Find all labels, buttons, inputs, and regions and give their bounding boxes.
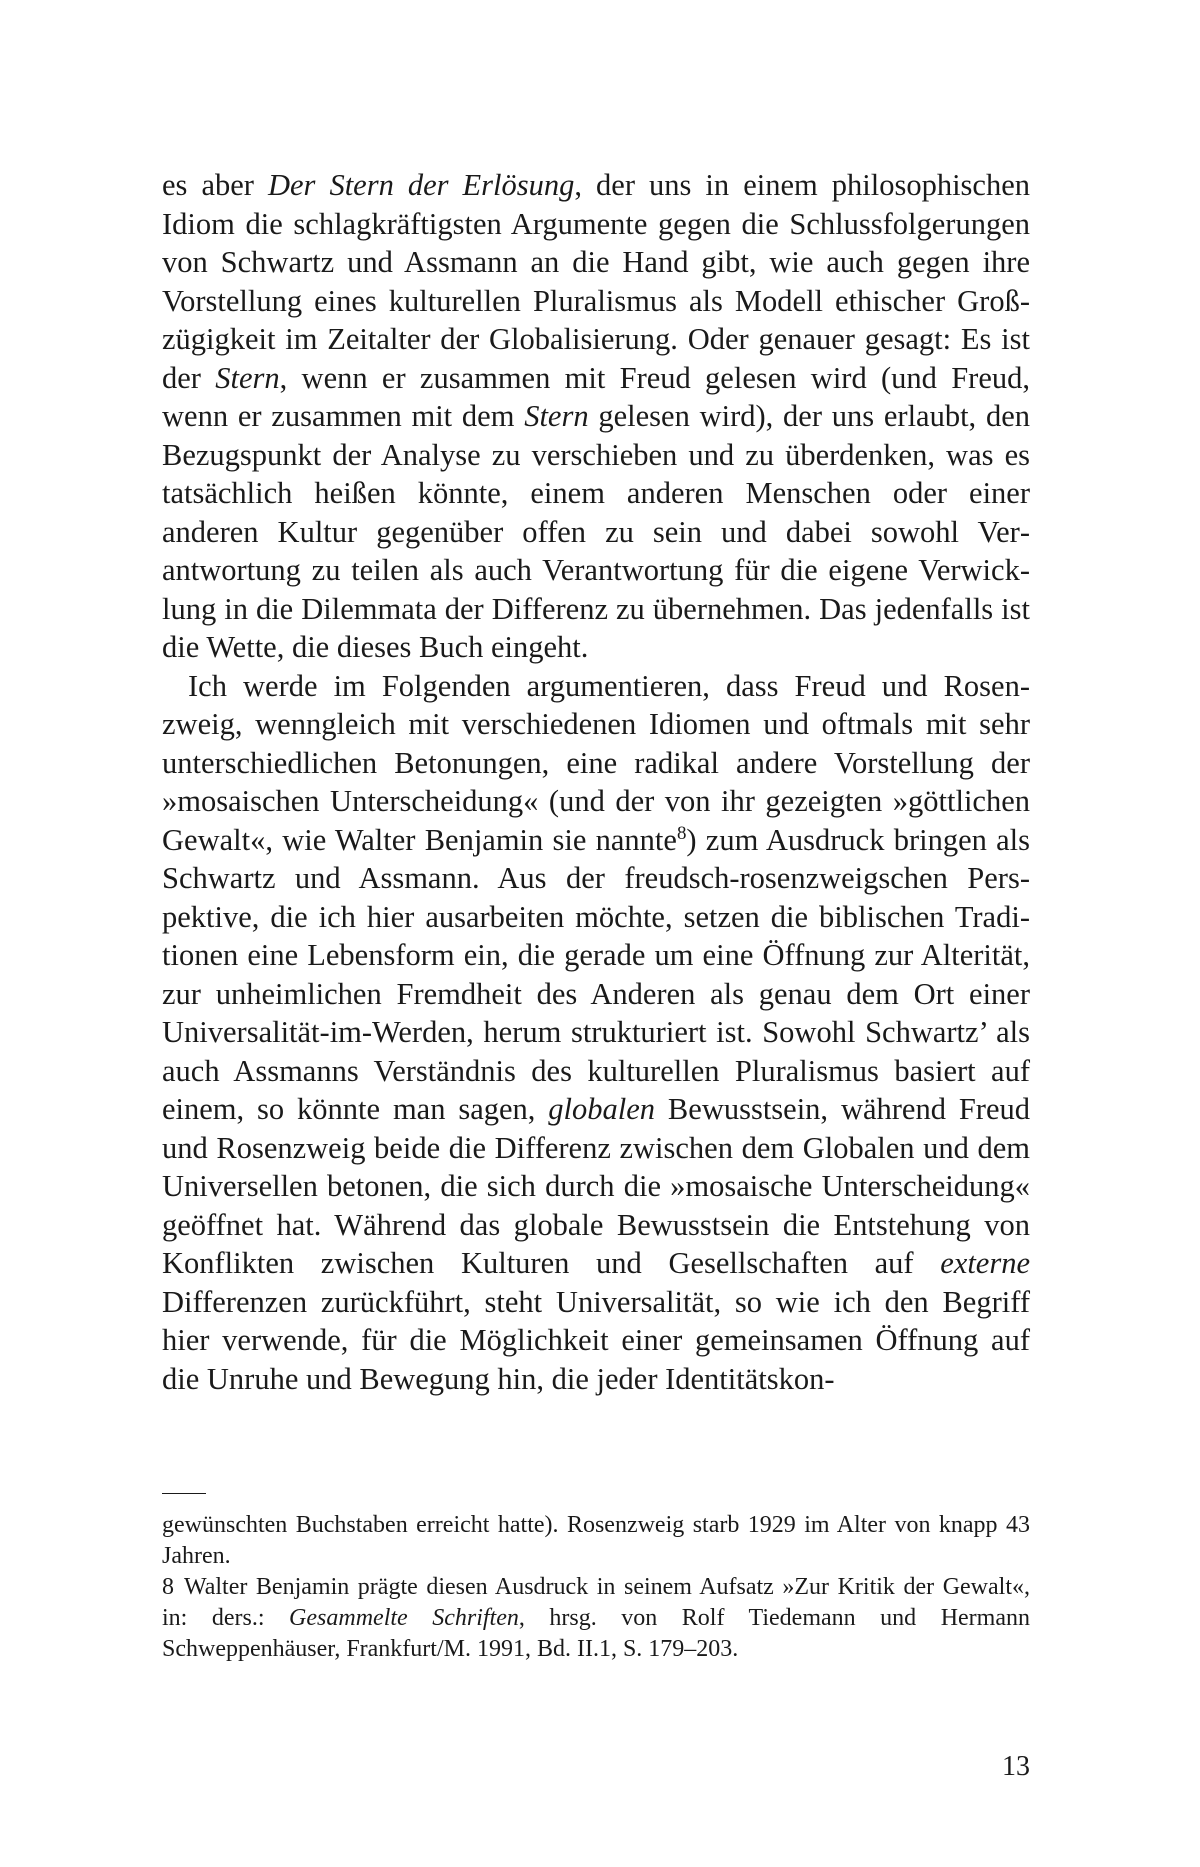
text-span: gelesen wird), der uns erlaubt, den Bezugspunkt der Analyse zu verschieben und zu überdenken, was es tatsächlich heißen könnte, einem anderen Menschen oder einer anderen Kultur gegenüber offen zu sein und dabei sowohl Verantwortung zu teilen als auch Verantwortung für die eigene Verwicklung in die Dilemmata der Differenz zu übernehmen. Das jedenfalls ist die Wette, die dieses Buch eingeht.	[162, 399, 1030, 664]
italic-emphasis: globalen	[548, 1092, 656, 1126]
footnote-8	[162, 1572, 1030, 1665]
text-span: , der uns in einem philosophischen Idiom die schlagkräftigsten Argumente gegen die Schlussfolgerungen von Schwartz und Assmann an die Hand gibt, wie auch gegen ihre Vorstellung eines kulturellen Pluralismus als Modell ethischer Großzügigkeit im Zeitalter der Globalisierung. Oder genauer gesagt: Es ist der	[162, 168, 1030, 395]
paragraph-1	[162, 166, 1030, 667]
text-span: es aber	[162, 168, 268, 202]
page-number: 13	[1002, 1751, 1030, 1782]
italic-title: Der Stern der Erlösung	[267, 168, 575, 202]
footnote-separator	[162, 1493, 206, 1494]
text-span: Walter Benjamin prägte diesen Ausdruck in seinem Aufsatz »Zur Kritik der Gewalt«, in: ders.:	[162, 1574, 1030, 1631]
paragraph-2	[162, 667, 1030, 1399]
footnote-reference[interactable]: 8	[676, 822, 687, 844]
text-span: , hrsg. von Rolf Tiedemann und Hermann Schweppenhäuser, Frankfurt/M. 1991, Bd. II.1, S. 179–203.	[162, 1605, 1030, 1662]
italic-title: Gesammelte Schriften	[289, 1605, 519, 1631]
main-text	[162, 166, 1030, 1398]
text-span: Ich werde im Folgenden argumentieren, dass Freud und Rosenzweig, wenngleich mit verschiedenen Idiomen und oftmals mit sehr unterschiedlichen Betonungen, eine radikal andere Vorstellung der »mosaischen Unterscheidung« (und der von ihr gezeigten »göttlichen Gewalt«, wie Walter Benjamin sie nannte	[162, 668, 1030, 857]
footnotes	[162, 1510, 1030, 1665]
italic-title: Stern	[215, 360, 280, 395]
italic-emphasis: externe	[940, 1246, 1030, 1280]
text-span: ) zum Ausdruck bringen als Schwartz und Assmann. Aus der freudsch-rosenzweigschen Perspektive, die ich hier ausarbeiten möchte, setzen die biblischen Traditionen eine Lebensform ein, die gerade um eine Öffnung zur Alterität, zur unheimlichen Fremdheit des Anderen als genau dem Ort einer Universalität-im-Werden, herum strukturiert ist. Sowohl Schwartz’ als auch Assmanns Verständnis des kulturellen Pluralismus basiert auf einem, so könnte man sagen,	[162, 822, 1031, 1126]
text-span: Bewusstsein, während Freud und Rosenzweig beide die Differenz zwischen dem Globalen und dem Universellen betonen, die sich durch die »mosaische Unterscheidung« geöffnet hat. Während das globale Bewusstsein die Entstehung von Konflikten zwischen Kulturen und Gesellschaften auf	[162, 1092, 1030, 1280]
footnote-number: 8	[162, 1574, 174, 1600]
footnote-continued: gewünschten Buchstaben erreicht hatte). Rosenzweig starb 1929 im Alter von knapp 43 Jahren.	[162, 1512, 1030, 1569]
text-span: Differenzen zurückführt, steht Universalität, so wie ich den Begriff hier verwende, für die Möglichkeit einer gemeinsamen Öffnung auf die Unruhe und Bewegung hin, die jeder Identitätskon-	[162, 1284, 1030, 1396]
text-span: , wenn er zusammen mit Freud gelesen wird (und Freud, wenn er zusammen mit dem	[162, 360, 1030, 433]
italic-title: Stern	[524, 399, 589, 433]
